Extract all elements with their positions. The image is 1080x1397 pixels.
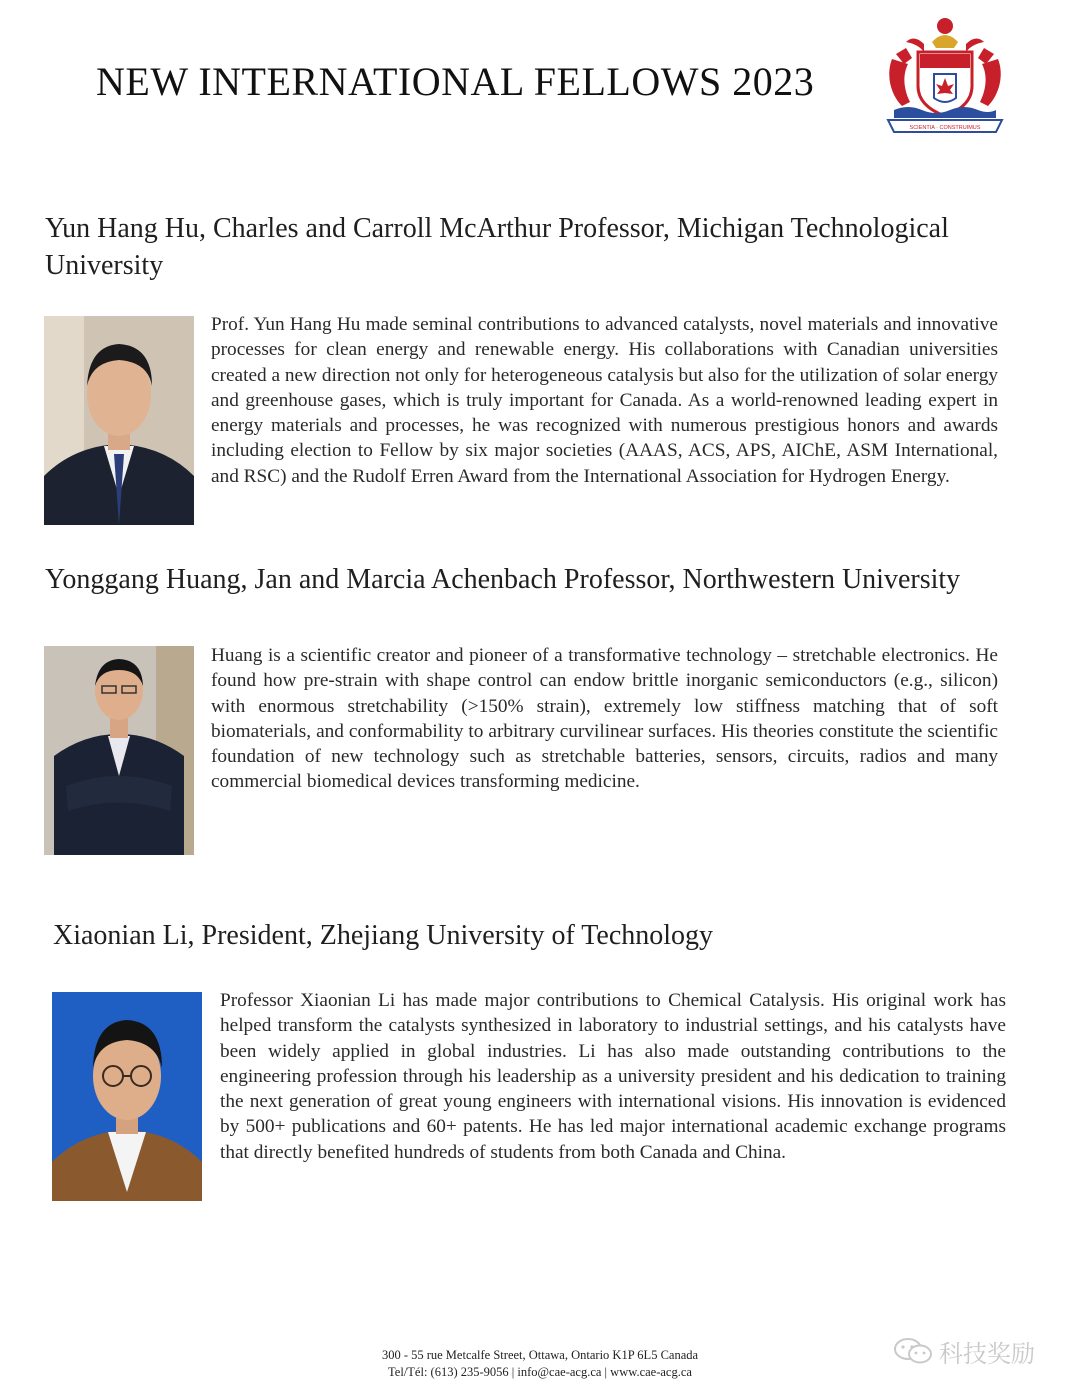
wechat-icon: [893, 1337, 933, 1365]
fellow-photo: [52, 992, 202, 1201]
fellow-photo: [44, 646, 194, 855]
fellow-heading: Yonggang Huang, Jan and Marcia Achenbach Professor, Northwestern University: [45, 564, 961, 595]
fellow-bio: Huang is a scientific creator and pioneer of a transformative technology – stretchable electronics. He found how pre-strain with shape control can endow brittle inorganic semiconductors (e.g., silicon) with enormous stretchability (>150% strain), extremely low stiffness matching that of soft biomaterials, and conformability to arbitrary curvilinear surfaces. His theories constitute the scientific foundation of new technology such as stretchable batteries, sensors, circuits, radios and many commercial biomedical devices transforming medicine.: [211, 645, 998, 793]
fellow-bio: Prof. Yun Hang Hu made seminal contributions to advanced catalysts, novel materials and innovative processes for clean energy and renewable energy. His collaborations with Canadian universities created a new direction not only for heterogeneous catalysis but also for the utilization of solar energy and greenhouse gases, which is truly important for Canada. As a world-renowned leading expert in energy materials and processes, he was recognized with numerous prestigious honors and awards including election to Fellow by six major societies (AAAS, ACS, APS, AIChE, ASM International, and RSC) and the Rudolf Erren Award from the International Association for Hydrogen Energy.: [211, 314, 998, 487]
watermark-text: 科技奖励: [939, 1339, 1035, 1368]
portrait-image: [44, 316, 194, 525]
fellow-heading: Yun Hang Hu, Charles and Carroll McArthur Professor, Michigan Technological University: [45, 213, 949, 281]
footer-address: 300 - 55 rue Metcalfe Street, Ottawa, Ontario K1P 6L5 Canada: [381, 1348, 699, 1362]
watermark: [893, 1336, 1035, 1366]
academy-crest-logo: [884, 14, 1006, 134]
portrait-image: [44, 646, 194, 855]
portrait-image: [52, 992, 202, 1201]
fellow-heading: Xiaonian Li, President, Zhejiang University of Technology: [53, 920, 714, 951]
fellow-bio: Professor Xiaonian Li has made major contributions to Chemical Catalysis. His original work has helped transform the catalysts synthesized in laboratory to industrial settings, and his catalysts have been widely applied in global industries. Li has also made outstanding contributions to the engineering profession through his leadership as a university president and his dedication to training the next generation of great young engineers with international visions. His innovation is evidenced by 500+ publications and 60+ patents. He has led major international academic exchange programs that directly benefited hundreds of students from both Canada and China.: [220, 990, 1006, 1163]
page-title: NEW INTERNATIONAL FELLOWS 2023: [96, 59, 815, 104]
crest-motto: SCIENTIA · CONSTRUIMUS: [909, 125, 981, 131]
fellow-photo: [44, 316, 194, 525]
footer-contact: Tel/Tél: (613) 235-9056 | info@cae-acg.ca | www.cae-acg.ca: [388, 1365, 692, 1379]
